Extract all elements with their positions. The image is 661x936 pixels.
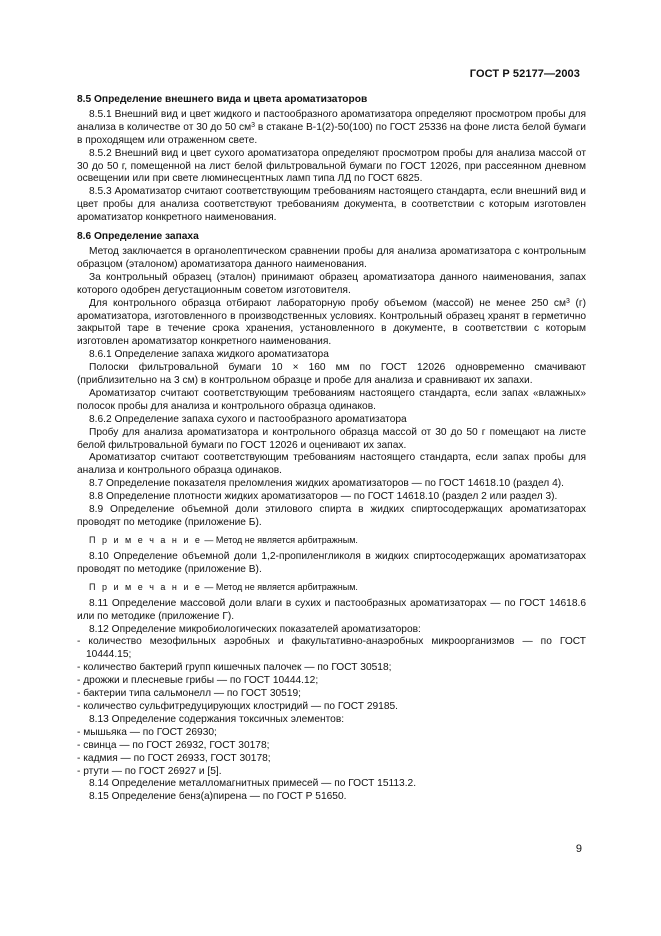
paragraph-8-14: 8.14 Определение металломагнитных примесей — по ГОСТ 15113.2. — [89, 778, 417, 790]
text-8-5-1-a: 8.5.1 Внешний вид и цвет жидкого и пастообразного ароматизатора определяют просмотром пробы для анализа в количестве от 30 до 50 см — [77, 108, 586, 133]
subsection-title-8-6-2: 8.6.2 Определение запаха сухого и пастообразного ароматизатора — [89, 413, 407, 425]
note-8-10 — [89, 581, 586, 593]
paragraph-8-5-1 — [77, 109, 586, 148]
paragraph-8-8: 8.8 Определение плотности жидких ароматизаторов — по ГОСТ 14618.10 (раздел 2 или раздел 3). — [89, 491, 558, 503]
paragraph-8-12-title: 8.12 Определение микробиологических показателей ароматизаторов: — [89, 623, 421, 635]
standard-header: ГОСТ Р 52177—2003 — [469, 68, 580, 80]
page-content — [77, 94, 586, 804]
note-label: П р и м е ч а н и е — [89, 534, 202, 545]
paragraph-8-6-reference: За контрольный образец (эталон) принимают образец ароматизатора данного наименования, запах которого одобрен дегустационным советом изготовителя. — [77, 271, 586, 296]
list-item: - количество мезофильных аэробных и факультативно-анаэробных микроорганизмов — по ГОСТ 10444.15; — [77, 636, 586, 661]
paragraph-8-13-title: 8.13 Определение содержания токсичных элементов: — [89, 713, 345, 725]
list-item: - мышьяка — по ГОСТ 26930; — [77, 726, 217, 738]
note-8-9 — [89, 534, 586, 546]
text-8-5-1-b: в стакане В-1(2)-50(100) по ГОСТ 25336 на фоне листа белой бумаги в проходящем или отраженном свете. — [77, 121, 586, 146]
paragraph-8-5-3: 8.5.3 Ароматизатор считают соответствующим требованиям настоящего стандарта, если внешний вид и цвет пробы для анализа соответствуют требованиям документа, в соответствии с которым изготовлен ароматизатор конкретного наименования. — [77, 186, 586, 224]
paragraph-8-6-1-text: Полоски фильтровальной бумаги 10 × 160 мм по ГОСТ 12026 одновременно смачивают (приблизительно на 3 см) в контрольном образце и пробе для анализа и сравнивают их запахи. — [77, 362, 586, 387]
paragraph-8-6-sample — [77, 298, 586, 350]
section-heading-8-6: 8.6 Определение запаха — [77, 231, 199, 243]
paragraph-8-6-2-text: Пробу для анализа ароматизатора и контрольного образца массой от 30 до 50 г помещают на листе белой фильтровальной бумаги по ГОСТ 12026 и оценивают их запах. — [77, 426, 586, 451]
paragraph-8-10: 8.10 Определение объемной доли 1,2-пропиленгликоля в жидких спиртосодержащих ароматизаторах проводят по методике (приложение В). — [77, 550, 586, 575]
paragraph-8-6-2-result: Ароматизатор считают соответствующим требованиям настоящего стандарта, если запах пробы для анализа и контрольного образца одинаков. — [77, 452, 586, 477]
superscript-cube: 3 — [566, 297, 570, 305]
note-label: П р и м е ч а н и е — [89, 581, 202, 592]
subsection-title-8-6-1: 8.6.1 Определение запаха жидкого ароматизатора — [89, 349, 329, 361]
list-item: - свинца — по ГОСТ 26932, ГОСТ 30178; — [77, 739, 270, 751]
paragraph-8-7: 8.7 Определение показателя преломления жидких ароматизаторов — по ГОСТ 14618.10 (раздел 4). — [89, 478, 564, 490]
paragraph-8-5-2: 8.5.2 Внешний вид и цвет сухого ароматизатора определяют просмотром пробы для анализа массой от 30 до 50 г, помещенной на лист белой фильтровальной бумаги по ГОСТ 12026, при рассеянном дневном освещении или при свете люминесцентных ламп типа ЛД по ГОСТ 6825. — [77, 147, 586, 185]
text-8-6-sample-a: Для контрольного образца отбирают лабораторную пробу объемом (массой) не менее 250 см — [89, 297, 567, 309]
list-item: - количество сульфитредуцирующих клостридий — по ГОСТ 29185. — [77, 700, 399, 712]
list-item: - кадмия — по ГОСТ 26933, ГОСТ 30178; — [77, 752, 271, 764]
list-item: - дрожжи и плесневые грибы — по ГОСТ 10444.12; — [77, 675, 319, 687]
superscript-cube: 3 — [251, 121, 256, 129]
note-text: — Метод не является арбитражным. — [201, 581, 358, 592]
text-8-6-sample-b: (г) ароматизатора, изготовленного в производственных условиях. Контрольный образец хранят в герметично закрытой таре в течение срока хранения, установленного в документе, в соответствии с которым изготовлен ароматизатор конкретного наименования. — [77, 297, 587, 348]
list-item: - бактерии типа сальмонелл — по ГОСТ 30519; — [77, 688, 302, 700]
list-item: - ртути — по ГОСТ 26927 и [5]. — [77, 765, 222, 777]
paragraph-8-15: 8.15 Определение бенз(а)пирена — по ГОСТ Р 51650. — [89, 791, 347, 803]
page-number: 9 — [575, 843, 582, 855]
paragraph-8-9: 8.9 Определение объемной доли этилового спирта в жидких спиртосодержащих ароматизаторах проводят по методике (приложение Б). — [77, 504, 586, 528]
list-item: - количество бактерий групп кишечных палочек — по ГОСТ 30518; — [77, 662, 392, 674]
paragraph-8-6-method: Метод заключается в органолептическом сравнении пробы для анализа ароматизатора с контрольным образцом (эталоном) ароматизатора данного наименования. — [77, 245, 586, 270]
paragraph-8-6-1-result: Ароматизатор считают соответствующим требованиям настоящего стандарта, если запах «влажных» полосок пробы для анализа и контрольного образца одинаков. — [77, 387, 586, 412]
section-heading-8-5: 8.5 Определение внешнего вида и цвета ароматизаторов — [77, 94, 368, 105]
note-text: — Метод не является арбитражным. — [201, 534, 358, 545]
paragraph-8-11: 8.11 Определение массовой доли влаги в сухих и пастообразных ароматизаторах — по ГОСТ 14618.6 или по методике (приложение Г). — [77, 597, 586, 622]
